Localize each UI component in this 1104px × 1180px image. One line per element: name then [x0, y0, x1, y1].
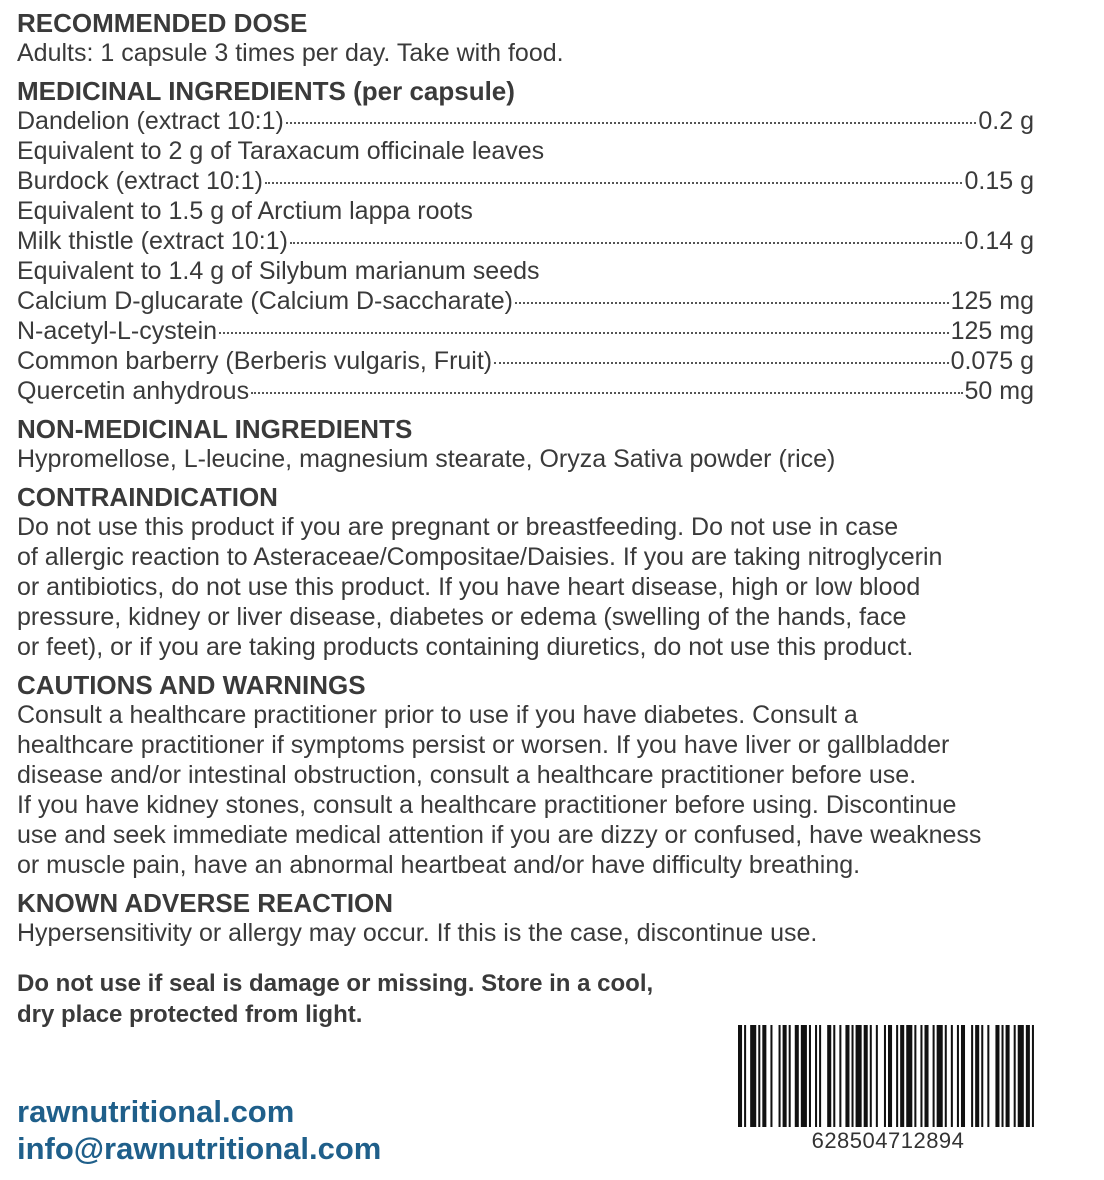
- barcode-bar: [815, 1025, 817, 1127]
- barcode-bar: [995, 1025, 999, 1127]
- ingredient-name: Burdock (extract 10:1): [17, 167, 263, 195]
- cautions-heading: CAUTIONS AND WARNINGS: [17, 670, 366, 700]
- contraindication-heading: CONTRAINDICATION: [17, 482, 278, 512]
- barcode-bar: [789, 1025, 791, 1127]
- ingredient-row: [17, 376, 1034, 406]
- barcode-bar: [888, 1025, 892, 1127]
- barcode-bar: [852, 1025, 854, 1127]
- leader-dots: [251, 392, 962, 394]
- leader-dots: [290, 242, 963, 244]
- barcode-bar: [981, 1025, 983, 1127]
- barcode-bar: [896, 1025, 898, 1127]
- leader-dots: [494, 362, 948, 364]
- barcode-bar: [971, 1025, 973, 1127]
- adverse-heading: KNOWN ADVERSE REACTION: [17, 888, 394, 918]
- barcode-bar: [1032, 1025, 1034, 1127]
- barcode-bar: [945, 1025, 947, 1127]
- ingredient-name: Quercetin anhydrous: [17, 377, 250, 405]
- barcode-bar: [920, 1025, 922, 1127]
- ingredient-equivalent: Equivalent to 1.5 g of Arctium lappa roots: [17, 197, 473, 225]
- contraindication-section: [17, 482, 1092, 662]
- barcode-bar: [1018, 1025, 1024, 1127]
- ingredient-amount: 125 mg: [950, 317, 1034, 345]
- barcode-bar: [1006, 1025, 1010, 1127]
- ingredient-amount: 0.075 g: [950, 347, 1034, 375]
- ingredient-name: Dandelion (extract 10:1): [17, 107, 284, 135]
- cautions-text: Consult a healthcare practitioner prior to use if you have diabetes. Consult a healthcare practitioner if symptoms persist or worsen. If you have liver or gallbladder disease and/or intestinal obstruction, consult a healthcare practitioner before use. If you have kidney stones, consult a healthcare practitioner before using. Discontinue use and seek immediate medical attention if you are dizzy or confused, have weakness or muscle pain, have an abnormal heartbeat and/or have difficulty breathing.: [17, 701, 982, 879]
- barcode-bar: [906, 1025, 912, 1127]
- barcode-bar: [961, 1025, 965, 1127]
- barcode-bar: [957, 1025, 959, 1127]
- non-medicinal-section: [17, 414, 1092, 474]
- barcode-bars: [738, 1025, 1038, 1127]
- ingredient-equivalent: Equivalent to 2 g of Taraxacum officinale leaves: [17, 137, 545, 165]
- barcode-bar: [833, 1025, 835, 1127]
- website-link[interactable]: rawnutritional.com: [17, 1094, 295, 1129]
- barcode-bar: [738, 1025, 742, 1127]
- contact-links: [17, 1093, 381, 1167]
- barcode-bar: [937, 1025, 943, 1127]
- ingredient-row: [17, 346, 1034, 376]
- leader-dots: [219, 332, 949, 334]
- ingredient-name: Calcium D-glucarate (Calcium D-saccharate): [17, 287, 513, 315]
- ingredient-equivalent: Equivalent to 1.4 g of Silybum marianum seeds: [17, 257, 540, 285]
- barcode-bar: [819, 1025, 821, 1127]
- storage-note: Do not use if seal is damage or missing. Store in a cool, dry place protected from light.: [17, 970, 654, 1028]
- barcode-bar: [758, 1025, 760, 1127]
- ingredient-row: [17, 316, 1034, 346]
- barcode-bar: [933, 1025, 935, 1127]
- barcode-bar: [750, 1025, 756, 1127]
- contraindication-text: Do not use this product if you are pregnant or breastfeeding. Do not use in case of allergic reaction to Asteraceae/Compositae/Daisies. If you are taking nitroglycerin or antibiotics, do not use this product. If you have heart disease, high or low blood pressure, kidney or liver disease, diabetes or edema (swelling of the hands, face or feet), or if you are taking products containing diuretics, do not use this product.: [17, 513, 943, 661]
- barcode-number: 628504712894: [811, 1128, 965, 1153]
- barcode-bar: [856, 1025, 862, 1127]
- ingredient-row: [17, 286, 1034, 316]
- email-link[interactable]: info@rawnutritional.com: [17, 1131, 382, 1166]
- barcode-bar: [864, 1025, 868, 1127]
- barcode-bar: [845, 1025, 849, 1127]
- barcode-bar: [1002, 1025, 1004, 1127]
- leader-dots: [286, 122, 977, 124]
- ingredient-amount: 125 mg: [950, 287, 1034, 315]
- medicinal-section: [17, 76, 1092, 406]
- dose-text: Adults: 1 capsule 3 times per day. Take with food.: [17, 39, 564, 67]
- barcode-bar: [951, 1025, 953, 1127]
- dose-heading: RECOMMENDED DOSE: [17, 8, 308, 38]
- barcode-bar: [1014, 1025, 1016, 1127]
- barcode: [738, 1025, 1038, 1154]
- leader-dots: [515, 302, 949, 304]
- barcode-bar: [914, 1025, 916, 1127]
- barcode-bar: [876, 1025, 878, 1127]
- non-medicinal-text: Hypromellose, L-leucine, magnesium stearate, Oryza Sativa powder (rice): [17, 445, 836, 473]
- barcode-bar: [827, 1025, 831, 1127]
- ingredient-amount: 0.2 g: [978, 107, 1034, 135]
- leader-dots: [265, 182, 963, 184]
- barcode-bar: [809, 1025, 811, 1127]
- ingredient-list: [17, 106, 1034, 406]
- barcode-bar: [779, 1025, 781, 1127]
- barcode-bar: [783, 1025, 787, 1127]
- barcode-bar: [762, 1025, 766, 1127]
- barcode-bar: [839, 1025, 841, 1127]
- barcode-bar: [924, 1025, 928, 1127]
- barcode-bar: [1026, 1025, 1030, 1127]
- non-medicinal-heading: NON-MEDICINAL INGREDIENTS: [17, 414, 413, 444]
- barcode-bar: [870, 1025, 872, 1127]
- ingredient-name: Milk thistle (extract 10:1): [17, 227, 288, 255]
- ingredient-amount: 50 mg: [964, 377, 1034, 405]
- adverse-text: Hypersensitivity or allergy may occur. If this is the case, discontinue use.: [17, 919, 818, 947]
- adverse-section: [17, 888, 1092, 948]
- product-label: [17, 8, 1092, 1030]
- ingredient-row: [17, 166, 1034, 196]
- ingredient-row: [17, 226, 1034, 256]
- ingredient-amount: 0.14 g: [964, 227, 1034, 255]
- ingredient-row: [17, 106, 1034, 136]
- barcode-bar: [744, 1025, 746, 1127]
- dose-section: [17, 8, 1092, 68]
- barcode-bar: [884, 1025, 886, 1127]
- ingredient-amount: 0.15 g: [964, 167, 1034, 195]
- ingredient-name: Common barberry (Berberis vulgaris, Fruit): [17, 347, 493, 375]
- ingredient-name: N-acetyl-L-cystein: [17, 317, 218, 345]
- barcode-bar: [801, 1025, 807, 1127]
- barcode-bar: [900, 1025, 904, 1127]
- barcode-bar: [770, 1025, 772, 1127]
- barcode-bar: [987, 1025, 989, 1127]
- barcode-bar: [795, 1025, 799, 1127]
- barcode-bar: [975, 1025, 979, 1127]
- cautions-section: [17, 670, 1092, 880]
- medicinal-heading: MEDICINAL INGREDIENTS (per capsule): [17, 76, 515, 106]
